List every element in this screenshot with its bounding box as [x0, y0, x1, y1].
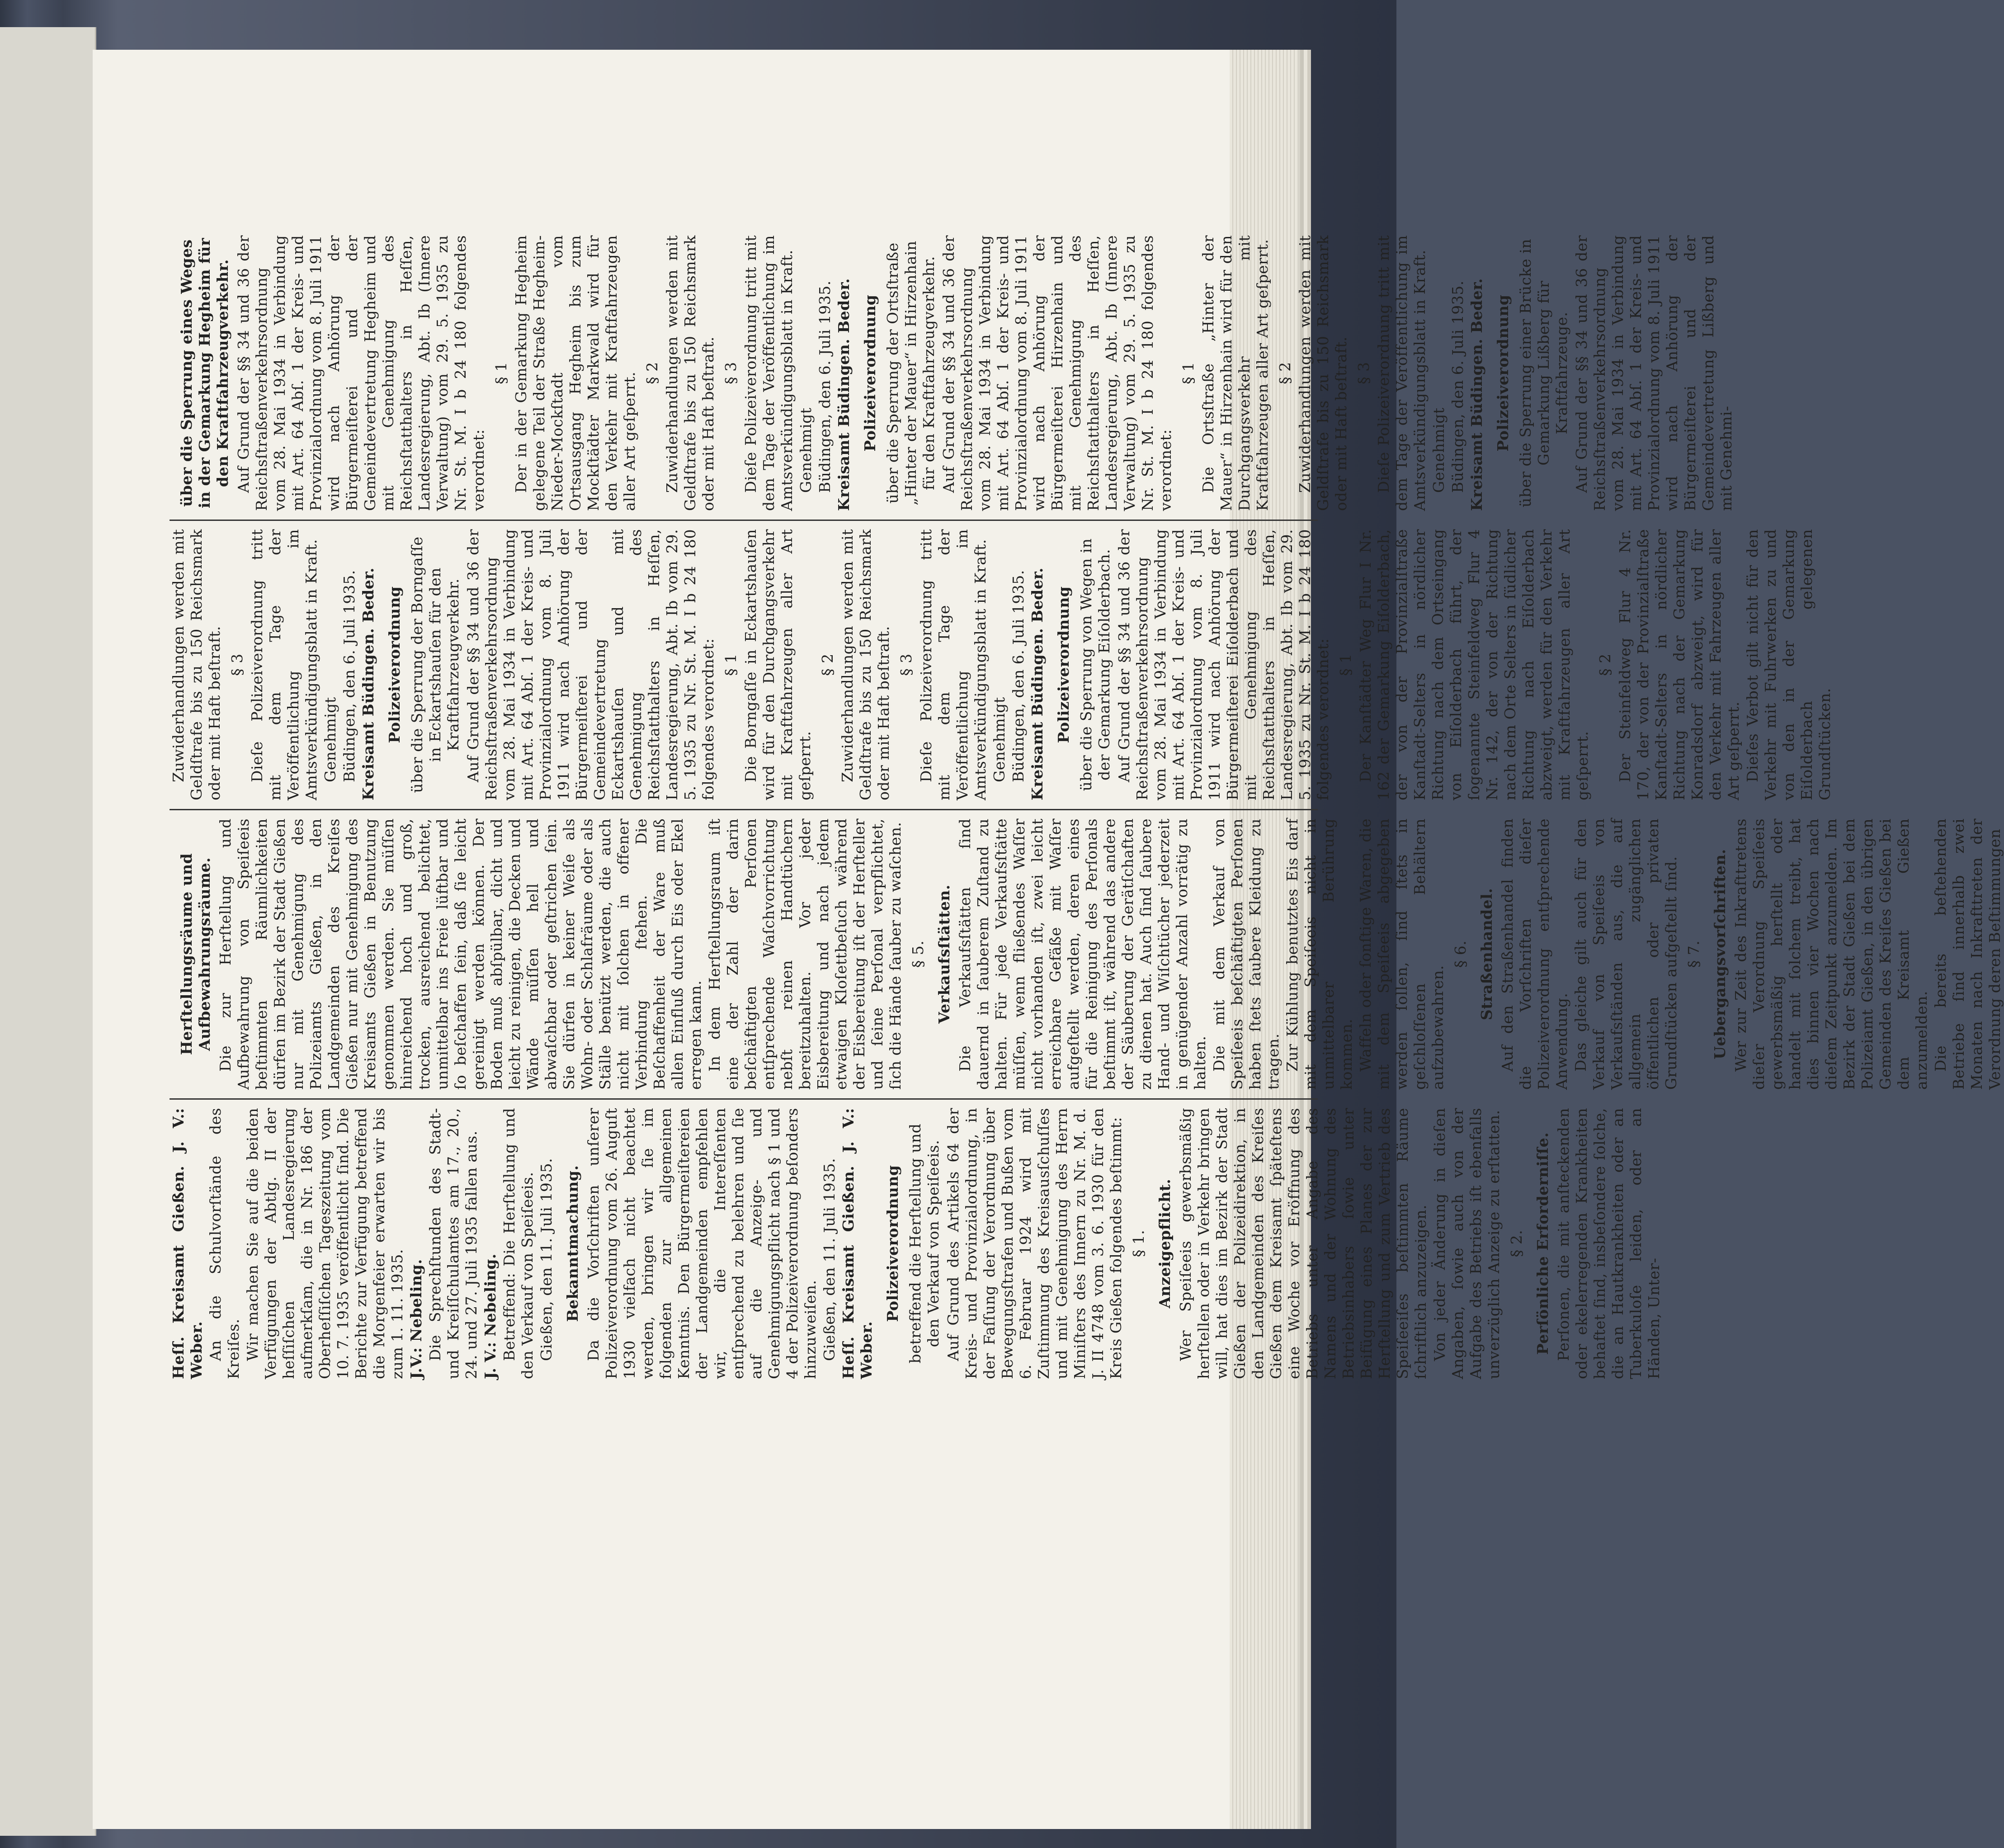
paragraph: Büdingen, den 6. Juli 1935.	[1009, 570, 1027, 782]
text-column-2	[170, 818, 2004, 1090]
section-heading: Polizeiverordnung	[1494, 294, 1512, 452]
paragraph: Zuwiderhandlungen werden mit Geldſtrafe bis zu 150 Reichsmark oder mit Haft beſtraft.	[663, 235, 717, 511]
section-marker: über die Sperrung von Wegen in der Gemarkung Eiſolderbach.	[1077, 538, 1113, 791]
signature-line: Heſſ. Kreisamt Gießen. J. V.: Weber.	[170, 1108, 205, 1379]
paragraph: Die Ortsſtraße „Hinter der Mauer“ in Hirzenhain wird für den Durchgangsverkehr mit Kraftfahrzeugen aller Art geſperrt.	[1199, 235, 1271, 511]
signature-line: Kreisamt Büdingen. Beder.	[359, 567, 377, 800]
paragraph: Genehmigt	[797, 407, 815, 493]
section-heading: Uebergangsvorſchriften.	[1711, 849, 1729, 1059]
section-marker: § 1	[492, 362, 510, 384]
section-marker: § 3	[1355, 362, 1372, 384]
section-heading: Polizeiverordnung	[1055, 586, 1072, 743]
section-heading: Straßenhandel.	[1478, 888, 1495, 1021]
column-rule	[170, 1098, 1318, 1100]
section-heading: Herſtellungsräume und Aufbewahrungsräume.	[178, 853, 213, 1055]
paragraph: Dieſes Verbot gilt nicht für den Verkehr mit Fuhrwerken zu und von den in der Gemarkung Eiſolderbach gelegenen Grundſtücken.	[1744, 529, 1834, 800]
paragraph: Auf Grund der §§ 34 und 36 der Reichsſtraßenverkehrsordnung vom 28. Mai 1934 in Verbindung mit Art. 64 Abſ. 1 der Kreis- und Provinzialordnung vom 8. Juli 1911 wird nach Anhörung der Bürgermeiſterei und der Gemeindevertretung Lißberg und mit Genehmi-	[1573, 235, 1735, 511]
rotated-text-block	[170, 226, 2004, 1384]
section-marker: § 5.	[909, 940, 927, 968]
paragraph: Die mit dem Verkauf von Speiſeeis beſchäftigten Perſonen haben ſtets ſaubere Kleidung zu tragen.	[1210, 818, 1282, 1090]
section-marker: § 2	[1276, 362, 1294, 384]
signature-line: Kreisamt Büdingen. Beder.	[835, 278, 853, 511]
paragraph: Dieſe Polizeiverordnung tritt mit dem Tage der Veröffentlichung im Amtsverkündigungsblatt in Kraft.	[1375, 235, 1429, 511]
paragraph: Auf Grund der §§ 34 und 36 der Reichsſtraßenverkehrsordnung vom 28. Mai 1934 in Verbindung mit Art. 64 Abſ. 1 der Kreis- und Provinzialordnung vom 8. Juli 1911 wird nach Anhörung der Bürgermeiſterei Hirzenhain und mit Genehmigung des Reichsſtatthalters in Heſſen, Landesregierung, Abt. Ib (Innere Verwaltung) vom 29. 5. 1935 zu Nr. St. M. I b 24 180 folgendes verordnet:	[940, 235, 1174, 511]
paragraph: Die bereits beſtehenden Betriebe ſind innerhalb zwei Monaten nach Inkrafttreten der Verordnung deren Beſtimmungen	[1932, 818, 2004, 1090]
section-marker: über die Sperrung der Borngaſſe in Eckartshauſen für den Kraftfahrzeugverkehr.	[408, 536, 462, 793]
paragraph: Auf Grund der §§ 34 und 36 der Reichsſtraßenverkehrsordnung vom 28. Mai 1934 in Verbindung mit Art. 64 Abſ. 1 der Kreis- und Provinzialordnung vom 8. Juli 1911 wird nach Anhörung der Bürgermeiſterei Eiſolderbach und mit Genehmigung des Reichsſtatthalters in Heſſen, Landesregierung, Abt. Ib vom 29. 5. 1935 zu Nr. St. M. I b 24 180 folgendes verordnet:	[1115, 529, 1332, 800]
text-column-3	[170, 529, 1834, 800]
paragraph: Zur Kühlung benutztes Eis darf mit dem Speiſeeis nicht in unmittelbarer Berührung kommen.	[1283, 818, 1355, 1090]
section-marker: § 3	[897, 653, 915, 676]
signature-line: Heſſ. Kreisamt Gießen. J. V.: Weber.	[839, 1108, 875, 1379]
paragraph: Von jeder Änderung in dieſen Angaben, ſowie auch von der Aufgabe des Betriebs iſt ebenfalls unverzüglich Anzeige zu erſtatten.	[1431, 1108, 1503, 1379]
text-column-4	[170, 235, 1735, 511]
paragraph: Die Borngaſſe in Eckartshauſen wird für den Durchgangsverkehr mit Kraftfahrzeugen aller Art geſperrt.	[742, 529, 814, 800]
section-marker: § 3	[722, 362, 740, 384]
paragraph: Der in der Gemarkung Hegheim gelegene Teil der Straße Hegheim-Nieder-Mockſtadt vom Ortsausgang Hegheim bis zum Mockſtädter Markwald wird für den Verkehr mit Kraftfahrzeugen aller Art geſperrt.	[512, 235, 638, 511]
paragraph: Büdingen, den 6. Juli 1935.	[340, 570, 358, 782]
section-marker: § 2	[643, 362, 661, 384]
section-marker: § 1.	[1130, 1229, 1147, 1257]
previous-page-edge	[0, 27, 96, 1836]
signature-line: Kreisamt Büdingen. Beder.	[1028, 567, 1046, 800]
paragraph: Gießen, den 11. Juli 1935.	[820, 1158, 838, 1361]
paragraph: Büdingen, den 6. Juli 1935.	[816, 280, 834, 493]
signature-line: J. V.: Nebeling.	[481, 1253, 499, 1379]
paragraph: Auf Grund der §§ 34 und 36 der Reichsſtraßenverkehrsordnung vom 28. Mai 1934 in Verbindung mit Art. 64 Abſ. 1 der Kreis- und Provinzialordnung vom 8. Juli 1911 wird nach Anhörung der Bürgermeiſterei und der Gemeindevertretung Hegheim und mit Genehmigung des Reichsſtatthalters in Heſſen, Landesregierung, Abt. Ib (Innere Verwaltung) vom 29. 5. 1935 zu Nr. St. M. I b 24 180 folgendes verordnet:	[235, 235, 487, 511]
section-heading: Anzeigepflicht.	[1156, 1178, 1174, 1309]
page-content	[170, 235, 2004, 1393]
section-heading: Verkaufsſtätten.	[935, 884, 953, 1024]
paragraph: Genehmigt	[990, 697, 1008, 782]
section-heading: Perſönliche Erforderniſſe.	[1534, 1132, 1551, 1355]
paragraph: Zuwiderhandlungen werden mit Geldſtrafe bis zu 150 Reichsmark oder mit Haft beſtraft.	[170, 529, 223, 800]
paragraph: Genehmigt	[321, 697, 339, 782]
paragraph: Wir machen Sie auf die beiden Verfügungen der Abtlg. II der heſſiſchen Landesregierung aufmerkſam, die in Nr. 186 der Oberheſſiſchen Tageszeitung vom 10. 7. 1935 veröffentlicht ſind. Die Berichte zur Verfügung betreffend die Morgenfeier erwarten wir bis zum 1. 11. 1935.	[244, 1108, 406, 1379]
paragraph: Die Sprechſtunden des Stadt- und Kreiſſchulamtes am 17., 20., 24. und 27. Juli 1935 fallen aus.	[426, 1108, 480, 1379]
section-marker: über die Sperrung der Ortsſtraße „Hinter der Mauer“ in Hirzenhain für den Kraftfahrzeugverkehr.	[884, 241, 938, 506]
paragraph: An die Schulvorſtände des Kreiſes.	[207, 1108, 242, 1379]
section-marker: § 1	[722, 653, 740, 676]
section-marker: § 1	[1179, 362, 1197, 384]
paragraph: In dem Herſtellungsraum iſt eine der Zahl der darin beſchäftigten Perſonen entſprechende Waſchvorrichtung nebſt reinen Handtüchern bereitzuhalten. Vor jeder Eisbereitung und nach jedem etwaigen Kloſettbeſuch während der Eisbereitung iſt der Herſteller und ſeine Perſonal verpflichtet, ſich die Hände ſauber zu waſchen.	[706, 818, 904, 1090]
paragraph: Genehmigt	[1430, 407, 1448, 493]
section-heading: Bekanntmachung.	[564, 1165, 581, 1322]
section-heading: über die Sperrung eines Weges in der Gemarkung Hegheim für den Kraftfahrzeugverkehr.	[178, 238, 231, 508]
paragraph: Zuwiderhandlungen werden mit Geldſtrafe bis zu 150 Reichsmark oder mit Haft beſtraft.	[1296, 235, 1350, 511]
paragraph: Gießen, den 11. Juli 1935.	[538, 1158, 555, 1361]
section-heading: Polizeiverordnung	[386, 586, 403, 743]
paragraph: Zuwiderhandlungen werden mit Geldſtrafe bis zu 150 Reichsmark oder mit Haft beſtraft.	[839, 529, 892, 800]
section-marker: § 6.	[1452, 940, 1469, 968]
section-heading: Polizeiverordnung	[861, 294, 879, 452]
paragraph: Das gleiche gilt auch für den Verkauf von Speiſeeis von Verkaufsſtänden aus, die auf allgemein zugänglichen öffentlichen oder privaten Grundſtücken aufgeſtellt ſind.	[1572, 818, 1680, 1090]
paragraph: Dieſe Polizeiverordnung tritt mit dem Tage der Veröffentlichung im Amtsverkündigungsblatt in Kraft.	[917, 529, 989, 800]
paragraph: Der Kanſtädter Weg Flur I Nr. 162 der Gemarkung Eiſolderbach, der von der Provinzialſtraße Kanſtadt-Selters in nördlicher Richtung nach dem Ortseingang von Eiſolderbach führt, der ſogenannte Steinfeldweg Flur 4 Nr. 142, der von der Richtung nach dem Orte Selters in ſüdlicher Richtung nach Eiſolderbach abzweigt, werden für den Verkehr mit Kraftfahrzeugen aller Art geſperrt.	[1357, 529, 1591, 800]
section-marker: § 2	[1596, 653, 1614, 676]
column-rule	[170, 520, 1318, 521]
paragraph: Der Steinfeldweg Flur 4 Nr. 170, der von der Provinzialſtraße Kanſtadt-Selters in nördlicher Richtung nach der Gemarkung Konradsdorf abzweigt, wird für den Verkehr mit Fahrzeugen aller Art geſperrt.	[1616, 529, 1742, 800]
paragraph: Dieſe Polizeiverordnung tritt mit dem Tage der Veröffentlichung im Amtsverkündigungsblatt in Kraft.	[742, 235, 796, 511]
paragraph: Auf den Straßenhandel finden die Vorſchriften dieſer Polizeiverordnung entſprechende Anwendung.	[1499, 818, 1570, 1090]
paragraph: Auf Grund der §§ 34 und 36 der Reichsſtraßenverkehrsordnung vom 28. Mai 1934 in Verbindung mit Art. 64 Abſ. 1 der Kreis- und Provinzialordnung vom 8. Juli 1911 wird nach Anhörung der Bürgermeiſterei und der Gemeindevertretung Eckartshauſen und mit Genehmigung des Reichsſtatthalters in Heſſen, Landesregierung, Abt. Ib vom 29. 5. 1935 zu Nr. St. M. I b 24 180 folgendes verordnet:	[464, 529, 717, 800]
paragraph: Dieſe Polizeiverordnung tritt mit dem Tage der Veröffentlichung im Amtsverkündigungsblatt in Kraft.	[248, 529, 320, 800]
paragraph: Da die Vorſchriften unſerer Polizeiverordnung vom 26. Auguſt 1930 vielfach nicht beachtet werden, bringen wir ſie im folgenden zur allgemeinen Kenntnis. Den Bürgermeiſtereien der Landgemeinden empfehlen wir, die Intereſſenten entſprechend zu belehren und ſie auf die Anzeige- und Genehmigungspflicht nach § 1 und 4 der Polizeiverordnung beſonders hinzuweiſen.	[585, 1108, 819, 1379]
paragraph: Büdingen, den 6. Juli 1935.	[1449, 280, 1466, 493]
signature-line: J.V.: Nebeling.	[407, 1259, 425, 1379]
section-heading: Polizeiverordnung	[884, 1165, 901, 1322]
section-marker: § 1	[1337, 653, 1354, 676]
paragraph: Perſonen, die mit anſteckenden oder ekelerregenden Krankheiten behaftet ſind, insbeſondere ſolche, die an Hautkrankheiten oder an Tuberkuloſe leiden, oder an Händen, Unter-	[1555, 1108, 1663, 1379]
document-page	[93, 50, 2004, 1829]
section-marker: § 2	[819, 653, 836, 676]
signature-line: Kreisamt Büdingen. Beder.	[1468, 278, 1485, 511]
section-marker: § 3	[228, 653, 246, 676]
text-column-1	[170, 1108, 1663, 1379]
section-marker: § 2.	[1508, 1229, 1525, 1257]
paragraph: Waffeln oder ſonſtige Waren, die mit dem Speiſeeis abgegeben werden ſollen, ſind ſtets in geſchloſſenen Behältern aufzubewahren.	[1357, 818, 1447, 1090]
paragraph: Die zur Herſtellung und Aufbewahrung von Speiſeeis beſtimmten Räumlichkeiten dürfen im Bezirk der Stadt Gießen nur mit Genehmigung des Polizeiamts Gießen, in den Landgemeinden des Kreiſes Gießen nur mit Genehmigung des Kreisamts Gießen in Benutzung genommen werden. Sie müſſen hinreichend hoch und groß, trocken, ausreichend belichtet, unmittelbar ins Freie lüftbar und ſo beſchaffen ſein, daß ſie leicht gereinigt werden können. Der Boden muß abſpülbar, dicht und leicht zu reinigen, die Decken und Wände müſſen hell und abwaſchbar oder geſtrichen ſein. Sie dürfen in keiner Weiſe als Wohn- oder Schlafräume oder als Ställe benützt werden, die auch nicht mit ſolchen in offener Verbindung ſtehen. Die Beſchaffenheit der Ware muß allen Einfluß durch Eis oder Ekel erregen kann.	[217, 818, 704, 1090]
section-marker: über die Sperrung einer Brücke in Gemarkung Lißberg für Kraftfahrzeuge.	[1517, 238, 1570, 508]
paragraph: Die Verkaufsſtätten ſind dauernd in ſauberem Zuſtand zu halten. Für jede Verkaufsſtätte müſſen, wenn fließendes Waſſer nicht vorhanden iſt, zwei leicht erreichbare Gefäße mit Waſſer aufgeſtellt werden, deren eines für die Reinigung des Perſonals beſtimmt iſt, während das andere der Säuberung der Gerätſchaften zu dienen hat. Auch ſind ſaubere Hand- und Wiſchtücher jederzeit in genügender Anzahl vorrätig zu halten.	[956, 818, 1209, 1090]
paragraph: Betreffend: Die Herſtellung und den Verkauf von Speiſeeis.	[500, 1108, 536, 1379]
section-marker: § 7.	[1685, 940, 1702, 968]
section-marker: betreffend die Herſtellung und den Verkauf von Speiſeeis.	[906, 1123, 942, 1364]
paragraph: Auf Grund des Artikels 64 der Kreis- und Provinzialordnung, in der Faſſung der Verordnung über Bewegungsſtrafen und Bußen vom 6. Februar 1924 wird mit Zuſtimmung des Kreisausſchuſſes und mit Genehmigung des Herrn Miniſters des Innern zu Nr. M. d. J. II 4748 vom 3. 6. 1930 für den Kreis Gießen folgendes beſtimmt:	[944, 1108, 1125, 1379]
paragraph: Wer Speiſeeis gewerbsmäßig herſtellen oder in Verkehr bringen will, hat dies im Bezirk der Stadt Gießen der Polizeidirektion, in den Landgemeinden des Kreiſes Gießen dem Kreisamt ſpäteſtens eine Woche vor Eröffnung des Betriebs unter Angabe des Namens und der Wohnung des Betriebsinhabers ſowie unter Beifügung eines Planes der zur Herſtellung und zum Vertrieb des Speiſeeiſes beſtimmten Räume ſchriftlich anzuzeigen.	[1177, 1108, 1429, 1379]
column-rule	[170, 809, 1318, 810]
paragraph: Wer zur Zeit des Inkrafttretens dieſer Verordnung Speiſeeis gewerbsmäßig herſtellt oder handelt mit ſolchem treibt, hat dies binnen vier Wochen nach dieſem Zeitpunkt anzumelden. Im Bezirk der Stadt Gießen bei dem Polizeiamt Gießen, in den übrigen Gemeinden des Kreiſes Gießen bei dem Kreisamt Gießen anzumelden.	[1732, 818, 1930, 1090]
